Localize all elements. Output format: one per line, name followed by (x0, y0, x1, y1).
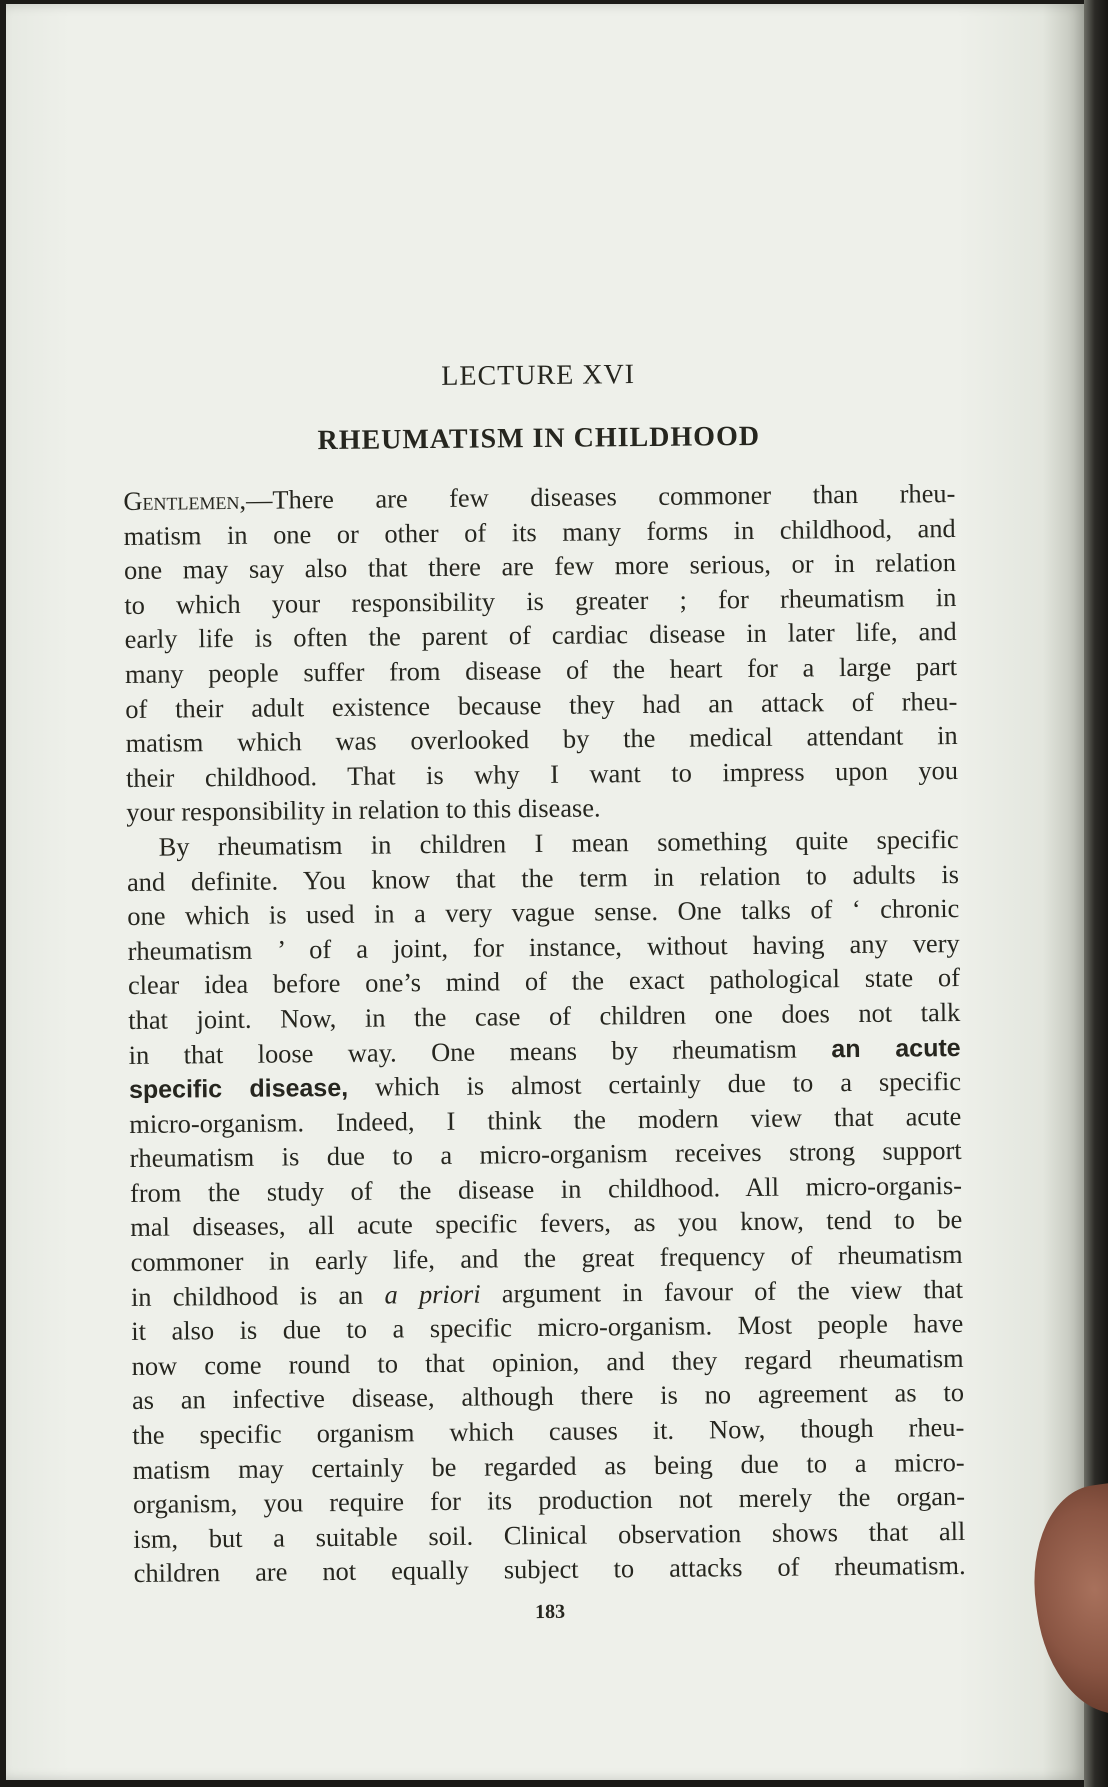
text-line: it also is due to a specific micro-organism. Most people have (131, 1308, 964, 1347)
text-line: one which is used in a very vague sense. One talks of ‘ chronic (127, 893, 960, 932)
text-line: now come round to that opinion, and they regard rheumatism (131, 1342, 964, 1381)
text-line: mal diseases, all acute specific fevers, as you know, tend to be (130, 1204, 963, 1243)
emphasis-text: an acute (831, 1033, 961, 1063)
text-line: matism in one or other of its many forms in childhood, and (123, 512, 956, 551)
text-line: as an infective disease, although there is no agreement as to (131, 1377, 965, 1416)
italic-phrase: a priori (384, 1278, 481, 1310)
text-fragment: in that loose way. One means by rheumatism (128, 1033, 798, 1070)
emphasis-text: specific disease, (128, 1073, 349, 1105)
text-line: many people suffer from disease of the heart for a large part (124, 650, 958, 689)
text-line: the specific organism which causes it. Now, though rheu- (132, 1411, 965, 1450)
text-line: clear idea before one’s mind of the exact pathological state of (127, 962, 961, 1001)
text-line-content: —There are few diseases commoner than rheu- (245, 478, 956, 515)
text-line: your responsibility in relation to this disease. (126, 792, 601, 828)
text-line: and definite. You know that the term in relation to adults is (126, 858, 960, 897)
text-line: of their adult existence because they had an attack of rheu- (125, 685, 958, 724)
salutation: Gentlemen, (123, 484, 247, 516)
text-line: from the study of the disease in childhood. All micro-organis- (129, 1169, 963, 1208)
paragraph-1 (123, 476, 958, 830)
text-line: commoner in early life, and the great frequency of rheumatism (130, 1239, 963, 1278)
paragraph-2 (127, 822, 966, 1591)
lecture-title: RHEUMATISM IN CHILDHOOD (317, 420, 761, 457)
text-line: micro-organism. Indeed, I think the modern view that acute (129, 1100, 962, 1139)
text-fragment: in childhood is an (130, 1279, 364, 1312)
text-fragment: argument in favour of the view that (501, 1273, 964, 1309)
text-fragment: which is almost certainly due to a specific (374, 1066, 962, 1102)
text-line: organism, you require for its production not merely the organ- (132, 1481, 966, 1520)
lecture-number: LECTURE XVI (441, 359, 636, 392)
text-line: that joint. Now, in the case of children one does not talk (128, 996, 961, 1035)
text-line: rheumatism ’ of a joint, for instance, without having any very (127, 927, 960, 966)
text-line: early life is often the parent of cardiac disease in later life, and (124, 616, 957, 655)
text-line: children are not equally subject to attacks of rheumatism. (133, 1550, 966, 1589)
text-line: to which your responsibility is greater ; for rheumatism in (124, 581, 957, 620)
text-line: rheumatism is due to a micro-organism receives strong support (129, 1135, 962, 1174)
page-number: 183 (534, 1600, 566, 1624)
text-line: their childhood. That is why I want to impress upon you (125, 754, 959, 793)
text-line: matism may certainly be regarded as being due to a micro- (132, 1446, 965, 1485)
text-line: By rheumatism in children I mean something quite specific (158, 823, 959, 862)
text-line: ism, but a suitable soil. Clinical observation shows that all (133, 1515, 966, 1554)
text-block (122, 352, 966, 1624)
text-line: matism which was overlooked by the medical attendant in (125, 720, 958, 759)
text-line: one may say also that there are few more serious, or in relation (123, 547, 957, 586)
